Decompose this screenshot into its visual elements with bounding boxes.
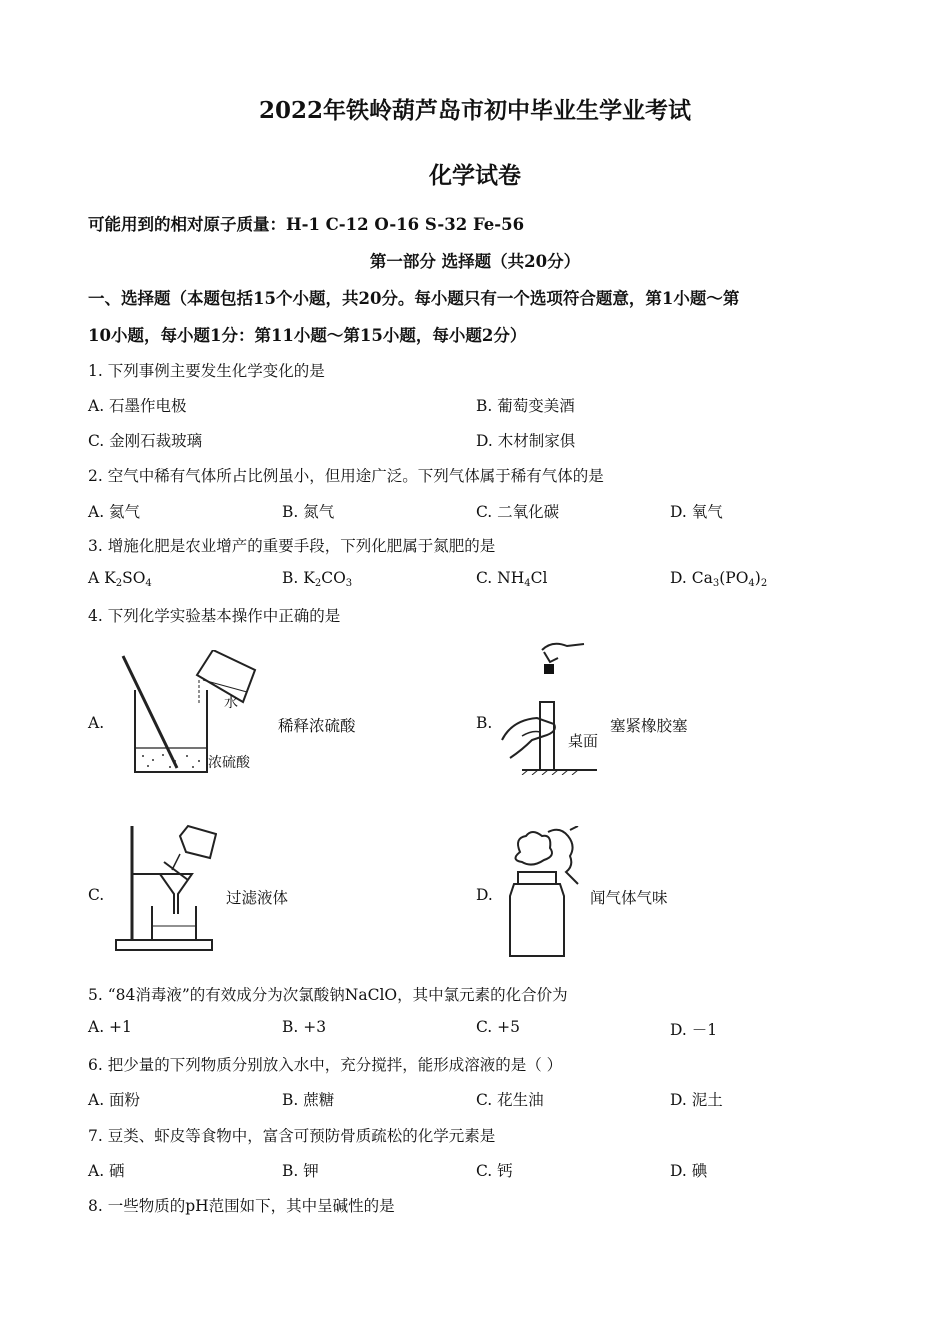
q4-option-d-label[interactable]: D. (476, 886, 493, 904)
q3-option-a[interactable]: A $K_2SO_4$ (88, 569, 152, 589)
q4-option-b-caption: 塞紧橡胶塞 (610, 717, 688, 735)
exam-title: 2022年铁岭葫芦岛市初中毕业生学业考试 (258, 97, 691, 124)
q6-option-d[interactable]: D. 泥土 (670, 1091, 723, 1109)
water-label: 水 (224, 695, 238, 711)
q5-option-d[interactable]: D. －1 (670, 1021, 718, 1039)
q2-option-a[interactable]: A. 氦气 (88, 503, 141, 521)
concentrated-acid-label: 浓硫酸 (208, 755, 250, 771)
part-heading: 第一部分 选择题（共20分） (369, 252, 581, 271)
q6-stem: 6. 把少量的下列物质分别放入水中，充分搅拌，能形成溶液的是（ ） (88, 1056, 563, 1074)
q5-option-c[interactable]: C. +5 (476, 1018, 521, 1036)
q4-stem: 4. 下列化学实验基本操作中正确的是 (88, 607, 341, 625)
smell-gas-figure (500, 826, 585, 961)
q4-option-c-caption: 过滤液体 (226, 889, 289, 907)
q3-option-c[interactable]: C. $NH_4Cl$ (476, 569, 548, 589)
q2-option-d[interactable]: D. 氧气 (670, 503, 723, 521)
q1-option-b[interactable]: B. 葡萄变美酒 (476, 397, 575, 415)
q2-option-b[interactable]: B. 氮气 (282, 503, 335, 521)
q4-option-a-caption: 稀释浓硫酸 (278, 717, 356, 735)
filtration-figure (112, 822, 217, 957)
q7-stem: 7. 豆类、虾皮等食物中，富含可预防骨质疏松的化学元素是 (88, 1127, 496, 1145)
q1-option-c[interactable]: C. 金刚石裁玻璃 (88, 432, 203, 450)
atomic-mass-line: 可能用到的相对原子质量：H-1 C-12 O-16 S-32 Fe-56 (88, 215, 525, 234)
stopper-figure (492, 640, 602, 775)
exam-subtitle: 化学试卷 (429, 162, 521, 189)
q4-option-a-label[interactable]: A. (88, 714, 105, 732)
q1-stem: 1. 下列事例主要发生化学变化的是 (88, 362, 325, 380)
q5-option-b[interactable]: B. +3 (282, 1018, 327, 1036)
q2-stem: 2. 空气中稀有气体所占比例虽小，但用途广泛。下列气体属于稀有气体的是 (88, 467, 604, 485)
q3-option-d[interactable]: D. $Ca_3(PO_4)_2$ (670, 569, 768, 589)
q3-option-b[interactable]: B. $K_2CO_3$ (282, 569, 353, 589)
q3-stem: 3. 增施化肥是农业增产的重要手段，下列化肥属于氮肥的是 (88, 537, 496, 555)
q7-option-d[interactable]: D. 碘 (670, 1162, 708, 1180)
q5-stem: 5. “84消毒液”的有效成分为次氯酸钠NaClO，其中氯元素的化合价为 (88, 986, 568, 1004)
section-heading-line1: 一、选择题（本题包括15个小题，共20分。每小题只有一个选项符合题意，第1小题～第 (88, 289, 740, 308)
q7-option-b[interactable]: B. 钾 (282, 1162, 319, 1180)
q6-option-c[interactable]: C. 花生油 (476, 1091, 544, 1109)
q6-option-a[interactable]: A. 面粉 (88, 1091, 141, 1109)
q4-option-b-label[interactable]: B. (476, 714, 493, 732)
q1-option-a[interactable]: A. 石墨作电极 (88, 397, 187, 415)
q4-option-d-caption: 闻气体气味 (590, 889, 668, 907)
q7-option-c[interactable]: C. 钙 (476, 1162, 513, 1180)
desk-label: 桌面 (568, 732, 599, 750)
q4-option-c-label[interactable]: C. (88, 886, 105, 904)
section-heading-line2: 10小题，每小题1分：第11小题～第15小题，每小题2分） (88, 326, 527, 345)
q2-option-c[interactable]: C. 二氧化碳 (476, 503, 560, 521)
q7-option-a[interactable]: A. 硒 (88, 1162, 125, 1180)
q6-option-b[interactable]: B. 蔗糖 (282, 1091, 335, 1109)
q5-option-a[interactable]: A. +1 (88, 1018, 132, 1036)
q1-option-d[interactable]: D. 木材制家俱 (476, 432, 576, 450)
q8-stem: 8. 一些物质的pH范围如下，其中呈碱性的是 (88, 1197, 395, 1215)
